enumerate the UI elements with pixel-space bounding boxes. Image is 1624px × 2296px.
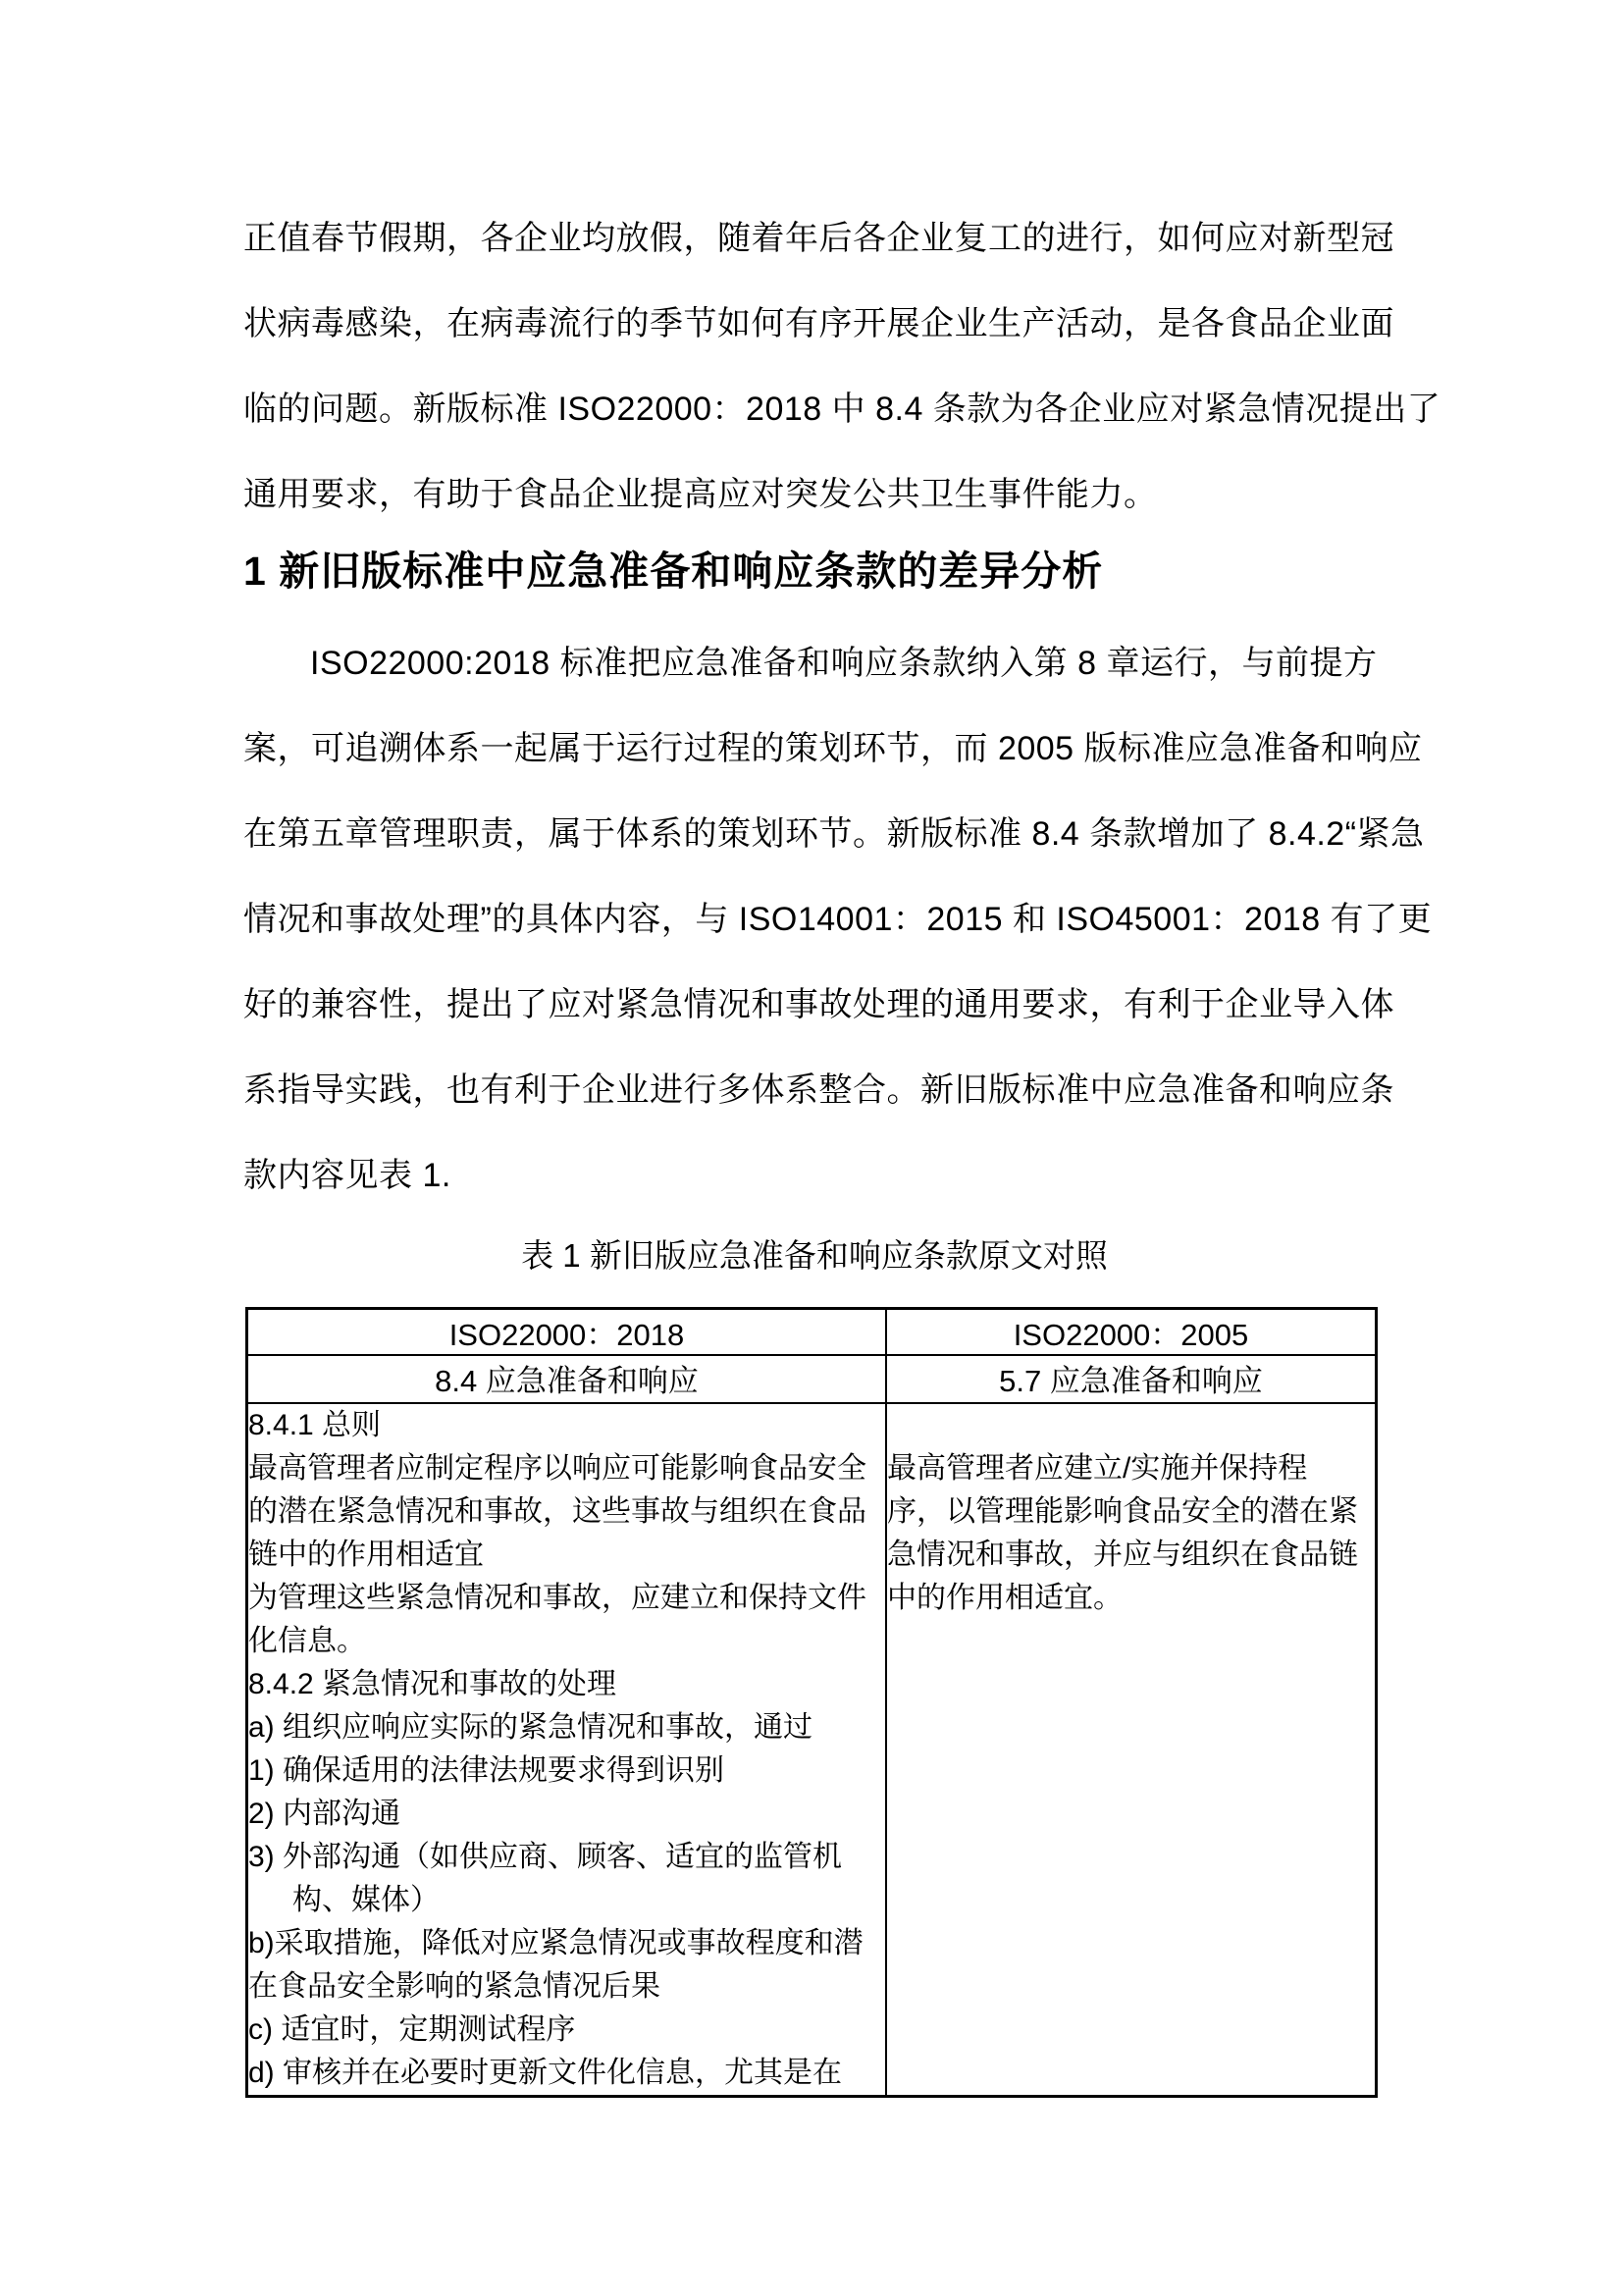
paragraph-line: 通用要求，有助于食品企业提高应对突发公共卫生事件能力。 xyxy=(243,476,1158,513)
cell-line: b)采取措施，降低对应紧急情况或事故程度和潜 xyxy=(248,1927,864,1959)
cell-line: 2) 内部沟通 xyxy=(248,1798,401,1830)
intro-paragraph xyxy=(243,196,1441,538)
cell-line: 在食品安全影响的紧急情况后果 xyxy=(248,1970,660,2003)
cell-line: d) 审核并在必要时更新文件化信息，尤其是在 xyxy=(248,2057,843,2089)
table-body-row xyxy=(247,1403,1377,2097)
table1-caption: 表 1 新旧版应急准备和响应条款原文对照 xyxy=(521,1237,1108,1274)
table-header-row xyxy=(247,1309,1377,1356)
paragraph-line: 状病毒感染，在病毒流行的季节如何有序开展企业生产活动，是各食品企业面 xyxy=(243,305,1394,342)
body-cell-iso22000-2005 xyxy=(886,1403,1377,2097)
cell-line: 3) 外部沟通（如供应商、顾客、适宜的监管机 xyxy=(248,1841,843,1873)
table-clause-row xyxy=(247,1355,1377,1403)
paragraph-line: 在第五章管理职责，属于体系的策划环节。新版标准 8.4 条款增加了 8.4.2“紧急 xyxy=(243,815,1425,853)
cell-line: 最高管理者应制定程序以响应可能影响食品安全 xyxy=(248,1452,866,1485)
paragraph-line: 系指导实践，也有利于企业进行多体系整合。新旧版标准中应急准备和响应条 xyxy=(243,1071,1394,1109)
comparison-table xyxy=(245,1307,1378,2098)
section1-paragraph xyxy=(243,621,1433,1219)
cell-line: 的潜在紧急情况和事故，这些事故与组织在食品 xyxy=(248,1495,866,1528)
cell-line: 中的作用相适宜。 xyxy=(886,1582,1123,1614)
cell-line xyxy=(887,1404,1375,1447)
section1-heading: 1 新旧版标准中应急准备和响应条款的差异分析 xyxy=(243,548,1104,594)
paragraph-line: 正值春节假期，各企业均放假，随着年后各企业复工的进行，如何应对新型冠 xyxy=(243,220,1394,257)
cell-line: 1) 确保适用的法律法规要求得到识别 xyxy=(248,1754,725,1787)
paragraph-line: 案，可追溯体系一起属于运行过程的策划环节，而 2005 版标准应急准备和响应 xyxy=(243,730,1423,767)
paragraph-line: 情况和事故处理”的具体内容，与 ISO14001：2015 和 ISO45001：2018 有了更 xyxy=(243,901,1433,938)
cell-line: 为管理这些紧急情况和事故，应建立和保持文件 xyxy=(248,1582,866,1614)
body-cell-iso22000-2018 xyxy=(247,1403,886,2097)
clause-cell-5-7: 5.7 应急准备和响应 xyxy=(886,1355,1377,1403)
cell-line: c) 适宜时，定期测试程序 xyxy=(248,2013,576,2046)
paragraph-line: ISO22000:2018 标准把应急准备和响应条款纳入第 8 章运行，与前提方 xyxy=(310,645,1378,682)
header-cell-iso22000-2005: ISO22000：2005 xyxy=(886,1309,1377,1356)
cell-line: 急情况和事故，并应与组织在食品链 xyxy=(886,1539,1358,1571)
paragraph-line: 好的兼容性，提出了应对紧急情况和事故处理的通用要求，有利于企业导入体 xyxy=(243,986,1394,1023)
cell-line: 化信息。 xyxy=(248,1625,366,1657)
cell-line: 序，以管理能影响食品安全的潜在紧 xyxy=(886,1495,1358,1528)
cell-line: 8.4.2 紧急情况和事故的处理 xyxy=(248,1668,617,1700)
cell-line: a) 组织应响应实际的紧急情况和事故，通过 xyxy=(248,1711,813,1744)
paragraph-line: 临的问题。新版标准 ISO22000：2018 中 8.4 条款为各企业应对紧急情况提出了 xyxy=(243,391,1441,428)
header-cell-iso22000-2018: ISO22000：2018 xyxy=(247,1309,886,1356)
paragraph-line: 款内容见表 1. xyxy=(243,1157,451,1194)
cell-line: 最高管理者应建立/实施并保持程 xyxy=(886,1452,1308,1485)
clause-cell-8-4: 8.4 应急准备和响应 xyxy=(247,1355,886,1403)
cell-line: 8.4.1 总则 xyxy=(248,1409,382,1441)
cell-line: 构、媒体） xyxy=(292,1884,440,1916)
cell-line: 链中的作用相适宜 xyxy=(248,1539,484,1571)
